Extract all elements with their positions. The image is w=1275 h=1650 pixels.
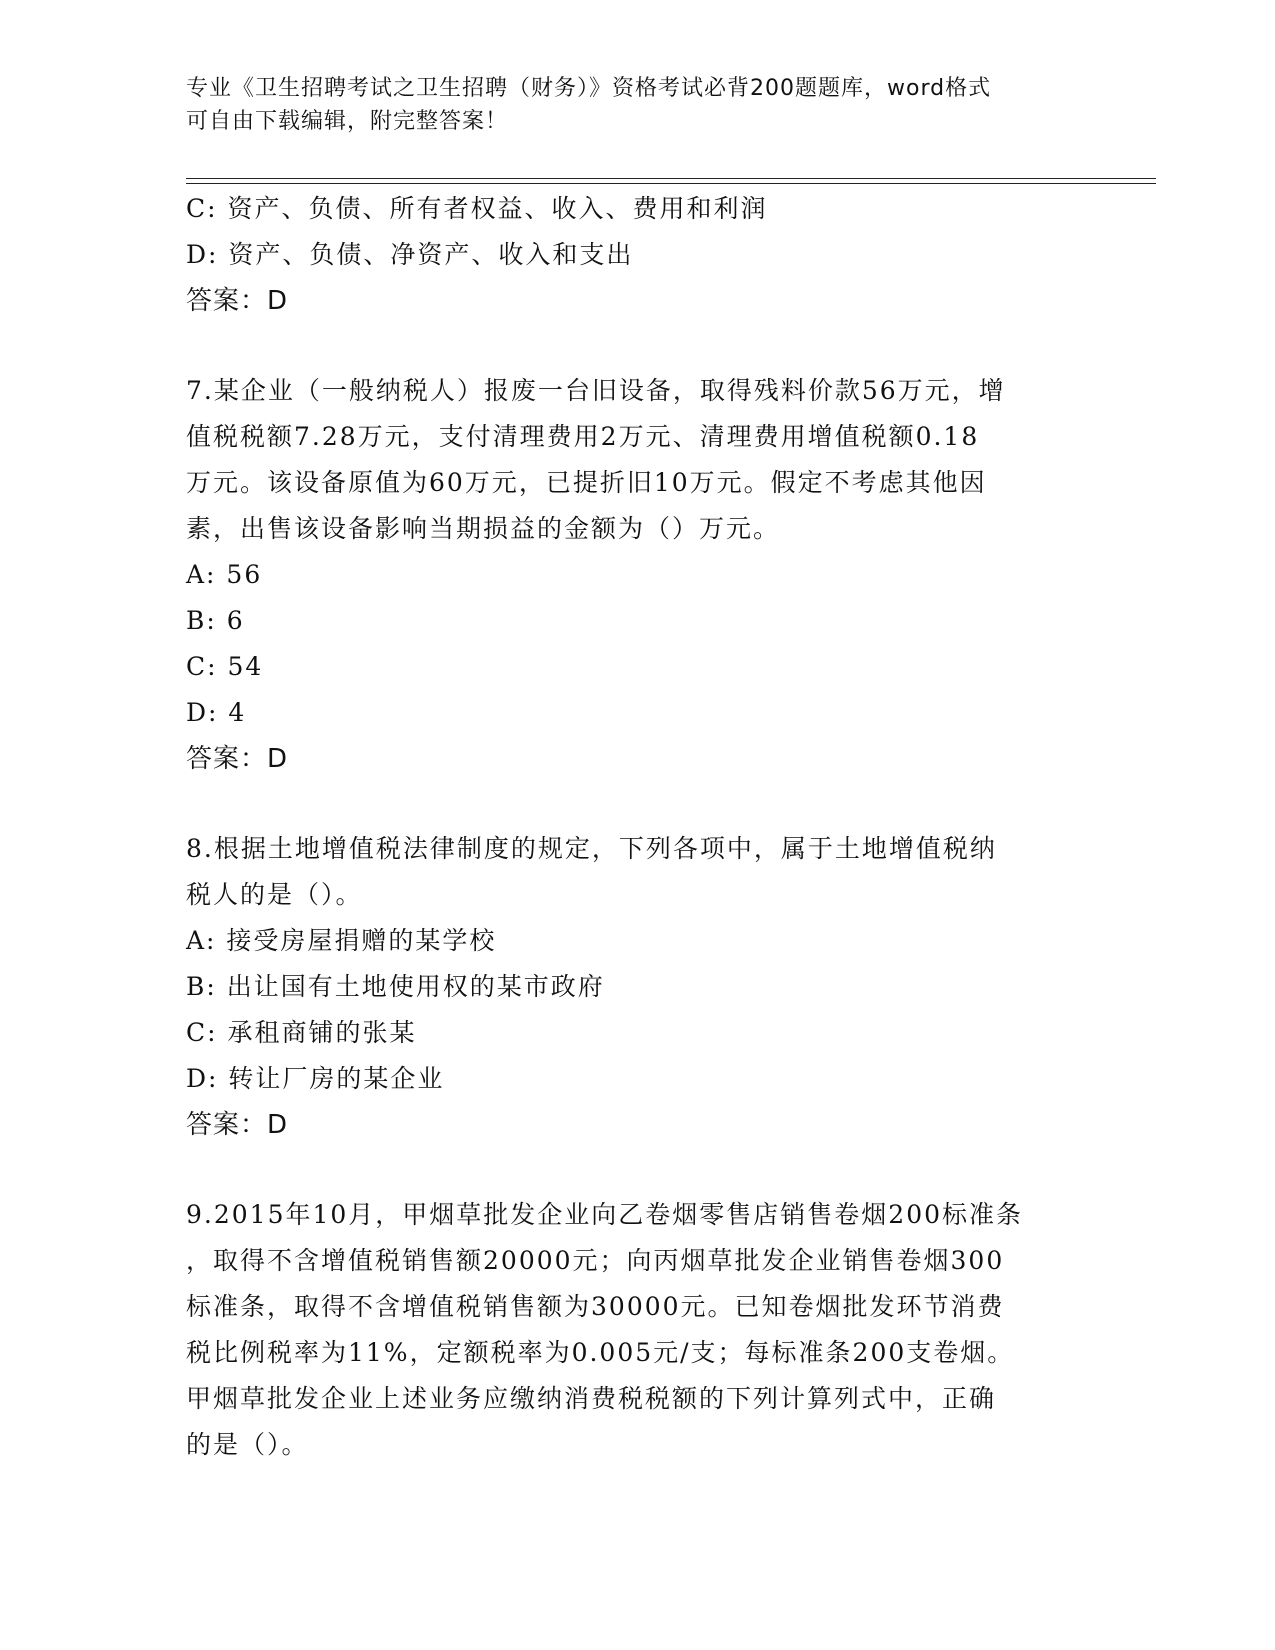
question-9-text-line: 税比例税率为11%，定额税率为0.005元/支；每标准条200支卷烟。 [186, 1338, 1015, 1367]
question-7-option-b: B: 6 [186, 606, 245, 635]
question-7-answer: 答案：D [186, 744, 289, 774]
question-8-option-d: D: 转让厂房的某企业 [186, 1064, 445, 1093]
question-9-text-line: 标准条，取得不含增值税销售额为30000元。已知卷烟批发环节消费 [186, 1292, 1005, 1321]
document-header [186, 72, 1066, 138]
question-7 [186, 368, 1086, 782]
question-7-option-c: C: 54 [186, 652, 264, 681]
question-9 [186, 1192, 1086, 1468]
question-9-text-line: 的是（）。 [186, 1430, 309, 1459]
question-7-text-line: 7.某企业（一般纳税人）报废一台旧设备，取得残料价款56万元，增 [186, 376, 1006, 405]
header-rule-top [186, 178, 1156, 179]
question-8-option-b: B: 出让国有土地使用权的某市政府 [186, 972, 605, 1001]
question-8-text-line: 8.根据土地增值税法律制度的规定，下列各项中，属于土地增值税纳 [186, 834, 997, 863]
header-title-line-1: 专业《卫生招聘考试之卫生招聘（财务）》资格考试必背200题题库，word格式 [186, 76, 992, 101]
header-rule-bottom [186, 183, 1156, 184]
question-9-text-line: ，取得不含增值税销售额20000元；向丙烟草批发企业销售卷烟300 [186, 1246, 1005, 1275]
spacer [186, 324, 1086, 368]
question-7-text-line: 万元。该设备原值为60万元，已提折旧10万元。假定不考虑其他因 [186, 468, 987, 497]
spacer [186, 1148, 1086, 1192]
question-7-text-line: 值税税额7.28万元，支付清理费用2万元、清理费用增值税额0.18 [186, 422, 980, 451]
prev-option-c: C: 资产、负债、所有者权益、收入、费用和利润 [186, 194, 768, 223]
question-8-option-a: A: 接受房屋捐赠的某学校 [186, 926, 497, 955]
question-9-text-line: 9.2015年10月，甲烟草批发企业向乙卷烟零售店销售卷烟200标准条 [186, 1200, 1024, 1229]
prev-answer: 答案：D [186, 286, 289, 316]
question-7-text-line: 素，出售该设备影响当期损益的金额为（）万元。 [186, 514, 781, 543]
question-9-text-line: 甲烟草批发企业上述业务应缴纳消费税税额的下列计算列式中，正确 [186, 1384, 997, 1413]
spacer [186, 782, 1086, 826]
prev-option-d: D: 资产、负债、净资产、收入和支出 [186, 240, 634, 269]
question-8-option-c: C: 承租商铺的张某 [186, 1018, 417, 1047]
header-title-line-2: 可自由下载编辑，附完整答案！ [186, 109, 509, 134]
question-8-answer: 答案：D [186, 1110, 289, 1140]
question-8 [186, 826, 1086, 1148]
question-content [186, 186, 1086, 1468]
question-7-option-d: D: 4 [186, 698, 247, 727]
question-7-option-a: A: 56 [186, 560, 263, 589]
question-8-text-line: 税人的是（）。 [186, 880, 363, 909]
